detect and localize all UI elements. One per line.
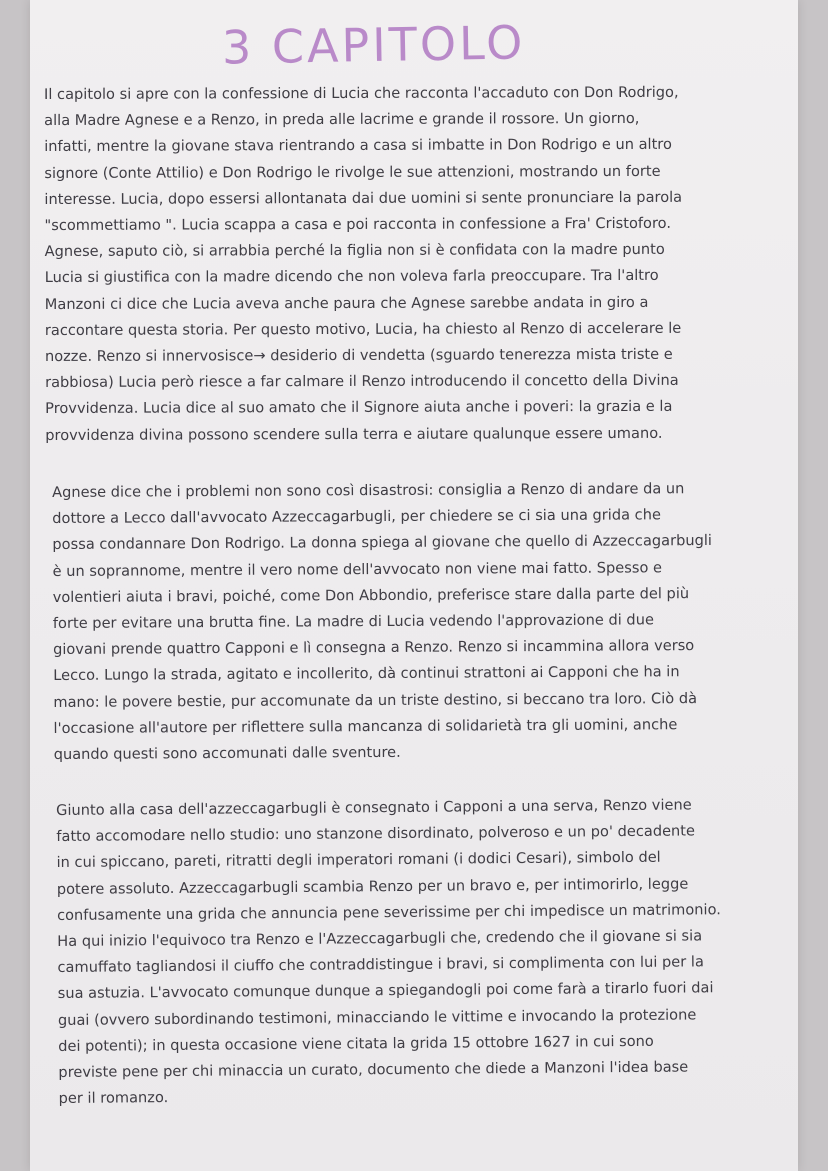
text-line: potere assoluto. Azzeccagarbugli scambia Renzo per un bravo e, per intimorirlo, legge (56, 875, 689, 898)
text-line: Provvidenza. Lucia dice al suo amato che il Signore aiuta anche i poveri: la grazia e la (45, 398, 673, 418)
text-line: Il capitolo si apre con la confessione di Lucia che racconta l'accaduto con Don Rodrigo, (44, 83, 679, 103)
text-line: forte per evitare una brutta fine. La madre di Lucia vedendo l'approvazione di due (52, 611, 654, 633)
text-line: previste pene per chi minaccia un curato, documento che diede a Manzoni l'idea base (58, 1058, 689, 1082)
text-line: l'occasione all'autore per riflettere sulla mancanza di solidarietà tra gli uomini, anche (53, 716, 678, 737)
text-line: giovani prende quattro Capponi e lì consegna a Renzo. Renzo si incammina allora verso (52, 637, 695, 659)
text-line: signore (Conte Attilio) e Don Rodrigo le rivolge le sue attenzioni, mostrando un forte (44, 162, 661, 182)
paragraph-2 (52, 475, 798, 768)
text-line: Manzoni ci dice che Lucia aveva anche paura che Agnese sarebbe andata in giro a (44, 293, 649, 313)
paragraph-1 (44, 79, 789, 448)
text-line: Ha qui inizio l'equivoco tra Renzo e l'Azzeccagarbugli che, credendo che il giovane si sia (57, 927, 703, 951)
text-line: volentieri aiuta i bravi, poiché, come Don Abbondio, preferisce stare dalla parte del più (52, 584, 690, 606)
text-line: possa condannare Don Rodrigo. La donna spiega al giovane che quello di Azzeccagarbugli (52, 532, 713, 554)
text-line: quando questi sono accomunati dalle sventure. (53, 743, 401, 764)
page-title: 3 CAPITOLO (221, 15, 526, 75)
text-line: "scommettiamo ". Lucia scappa a casa e poi racconta in confessione a Fra' Cristoforo. (44, 214, 671, 235)
text-line: Agnese dice che i problemi non sono così disastrosi: consiglia a Renzo di andare da un (52, 480, 685, 501)
text-line: nozze. Renzo si innervosisce→ desiderio di vendetta (sguardo tenerezza mista triste e (44, 345, 673, 366)
text-line: è un soprannome, mentre il vero nome dell'avvocato non viene mai fatto. Spesso e (52, 558, 663, 580)
text-line: raccontare questa storia. Per questo motivo, Lucia, ha chiesto al Renzo di accelerare le (44, 319, 682, 339)
text-line: Lecco. Lungo la strada, agitato e incollerito, dà continui strattoni ai Capponi che ha in (53, 663, 680, 685)
text-line: confusamente una grida che annuncia pene severissime per chi impedisce un matrimonio. (56, 901, 721, 924)
text-line: infatti, mentre la giovane stava rientrando a casa si imbatte in Don Rodrigo e un altro (44, 136, 672, 156)
text-line: interesse. Lucia, dopo essersi allontanata dai due uomini si sente pronunciare la parola (44, 188, 683, 208)
text-line: provvidenza divina possono scendere sulla terra e aiutare qualunque essere umano. (45, 424, 663, 444)
paragraph-3 (56, 792, 803, 1113)
text-line: Agnese, saputo ciò, si arrabbia perché la figlia non si è confidata con la madre punto (44, 241, 665, 261)
text-line: Giunto alla casa dell'azzeccagarbugli è consegnato i Capponi a una serva, Renzo viene (56, 796, 692, 819)
text-line: rabbiosa) Lucia però riesce a far calmare il Renzo introducendo il concetto della Divina (45, 372, 679, 392)
text-line: dottore a Lecco dall'avvocato Azzeccagarbugli, per chiedere se ci sia una grida che (52, 506, 661, 528)
text-line: camuffato tagliandosi il ciuffo che contraddistingue i bravi, si complimenta con lui per la (57, 953, 704, 977)
text-line: sua astuzia. L'avvocato comunque dunque a spiegandogli poi come farà a tirarlo fuori dai (57, 979, 714, 1003)
text-line: guai (ovvero subordinando testimoni, minacciando le vittime e invocando la protezione (57, 1006, 697, 1029)
text-line: in cui spiccano, pareti, ritratti degli imperatori romani (i dodici Cesari), simbolo del (56, 849, 661, 872)
text-line: per il romanzo. (58, 1089, 169, 1108)
text-line: Lucia si giustifica con la madre dicendo che non voleva farla preoccupare. Tra l'altro (44, 267, 659, 287)
text-line: mano: le povere bestie, pur accomunate da un triste destino, si beccano tra loro. Ciò dà (53, 689, 698, 711)
text-line: alla Madre Agnese e a Renzo, in preda alle lacrime e grande il rossore. Un giorno, (44, 110, 640, 130)
text-line: fatto accomodare nello studio: uno stanzone disordinato, polveroso e un po' decadente (56, 822, 696, 846)
notebook-page (30, 0, 798, 1171)
text-line: dei potenti); in questa occasione viene citata la grida 15 ottobre 1627 in cui sono (58, 1032, 654, 1055)
